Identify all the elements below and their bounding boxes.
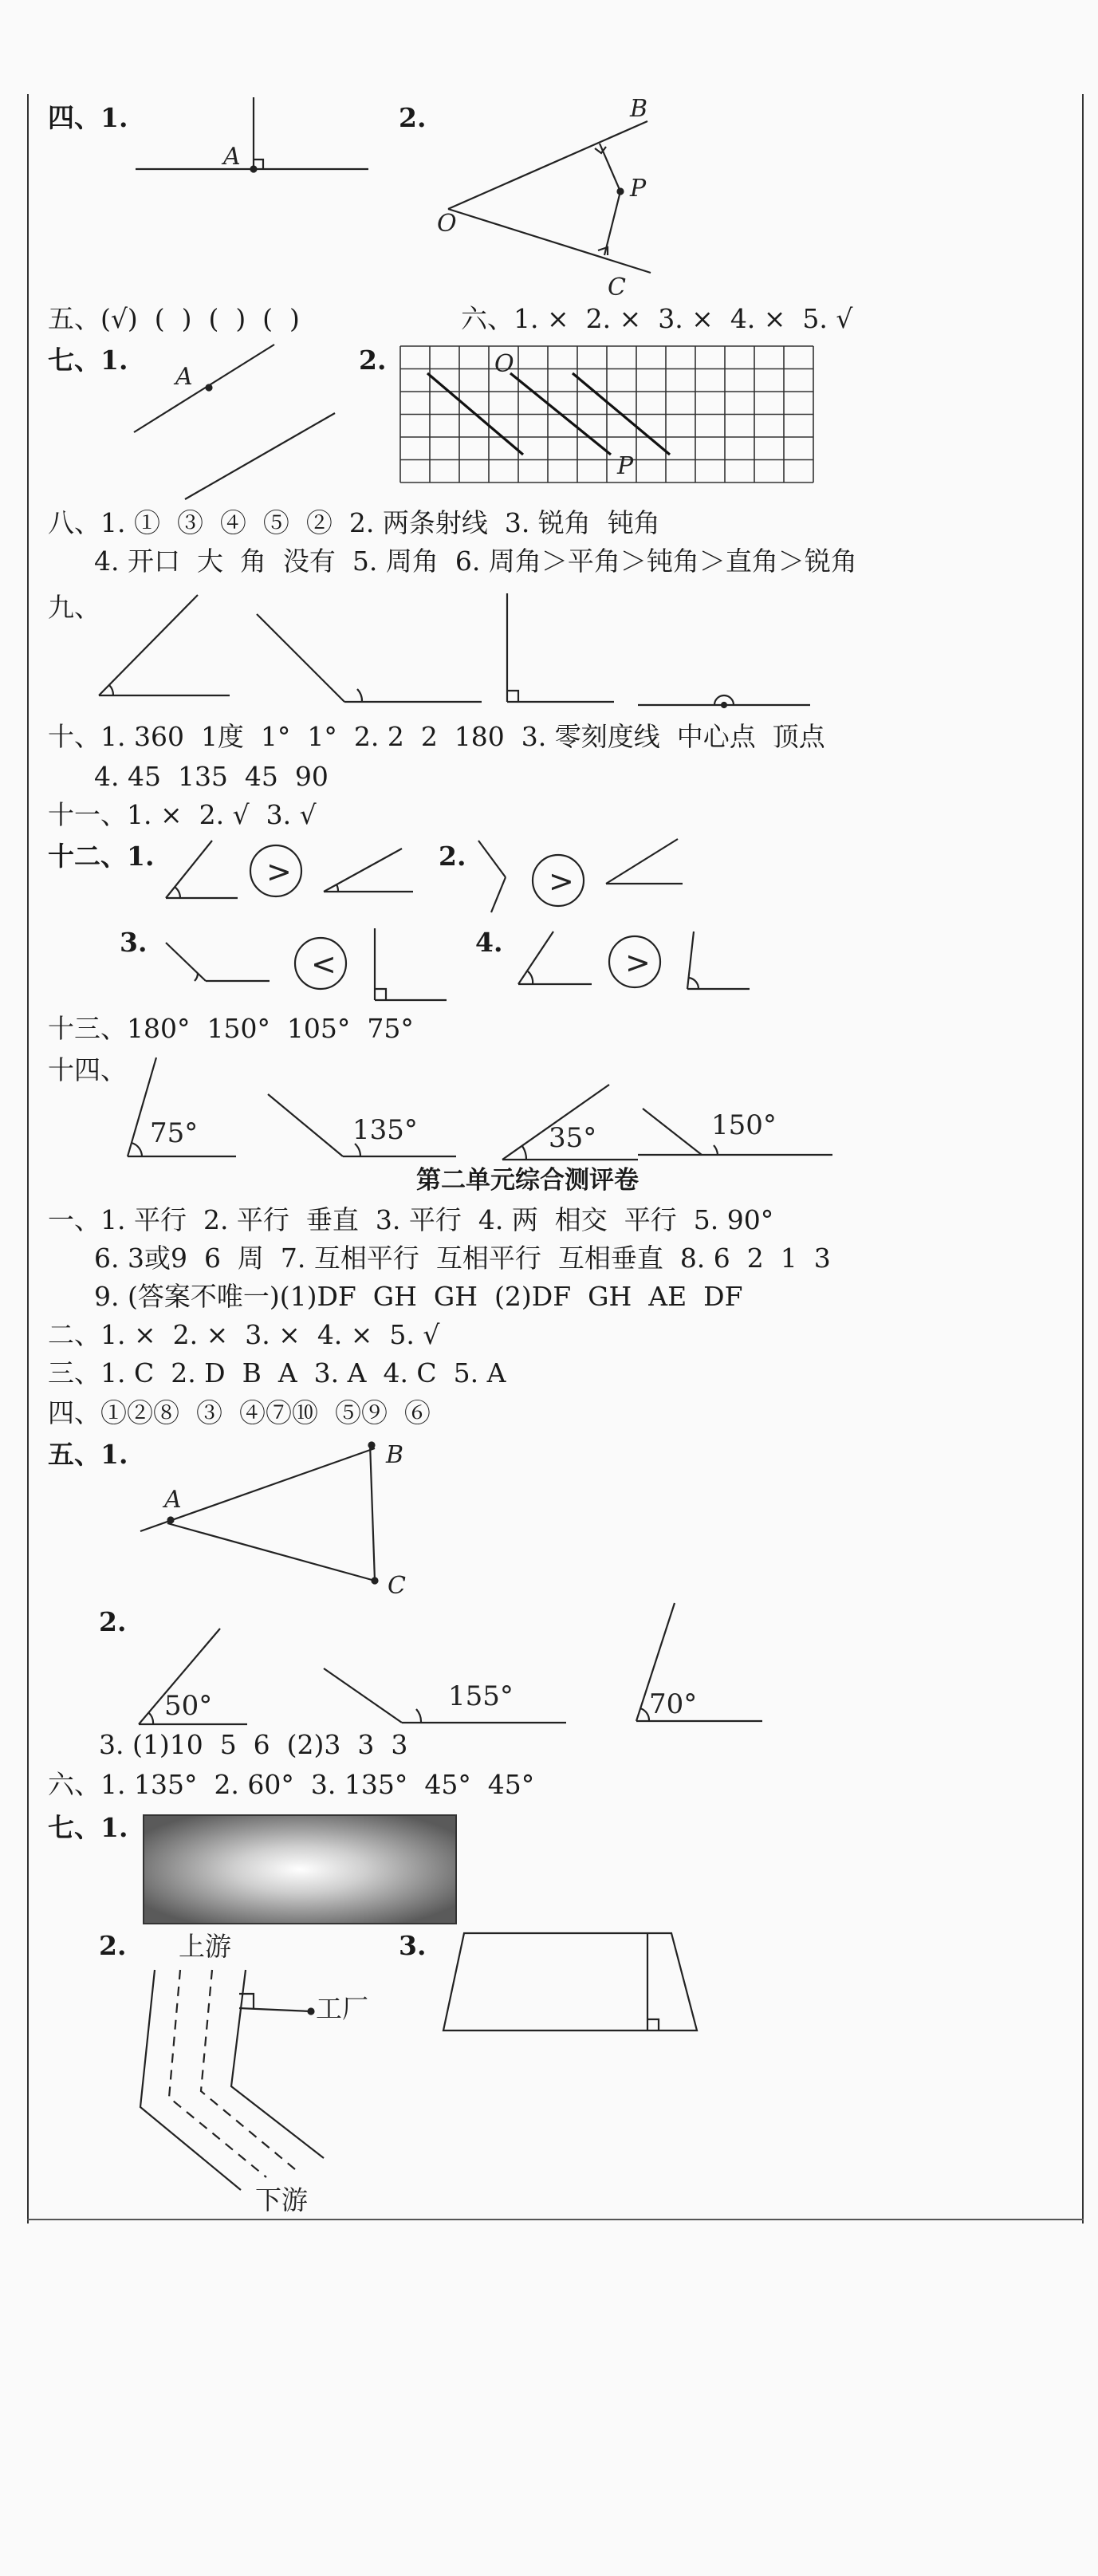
label-downstream: 下游 [255, 2184, 308, 2216]
section-12-item-4: 4. [475, 927, 503, 958]
fig-7-1-parallel-lines [134, 345, 335, 499]
section-14-label: 十四、 [48, 1054, 127, 1085]
section-7-label: 七、1. [48, 345, 128, 376]
unit-2-section-5-item-3: 3. (1)10 5 6 (2)3 3 3 [99, 1729, 408, 1760]
bottom-border [27, 2219, 1084, 2220]
label-A-2: A [175, 363, 193, 391]
section-9-label: 九、 [48, 592, 100, 623]
compare-2: > [549, 864, 574, 899]
unit-2-section-7-item-3: 3. [399, 1930, 427, 1961]
section-12-item-2: 2. [439, 841, 466, 872]
section-12-item-3: 3. [120, 927, 148, 958]
section-10-line-2: 4. 45 135 45 90 [94, 761, 329, 792]
unit-2-section-7-item-2: 2. [99, 1930, 127, 1961]
fig-u7-1-shaded-rect [144, 1815, 456, 1924]
fig-7-2-grid [400, 346, 813, 483]
unit-2-section-1-line-1: 一、1. 平行 2. 平行 垂直 3. 平行 4. 两 相交 平行 5. 90° [48, 1204, 774, 1235]
fig-14-angles [128, 1058, 832, 1160]
angle-75: 75° [150, 1117, 199, 1149]
fig-7-2-grid-lines [427, 373, 670, 455]
section-13: 十三、180° 150° 105° 75° [48, 1013, 414, 1044]
unit-2-section-1-line-2: 6. 3或9 6 周 7. 互相平行 互相平行 互相垂直 8. 6 2 1 3 [94, 1243, 831, 1274]
unit-2-title: 第二单元综合测评卷 [416, 1166, 639, 1195]
compare-1: > [266, 854, 292, 889]
label-P-2: P [617, 452, 634, 480]
angle-50: 50° [164, 1690, 213, 1722]
section-7-item-2: 2. [359, 345, 387, 376]
angle-155: 155° [448, 1680, 514, 1712]
unit-2-section-4: 四、①②⑧ ③ ④⑦⑩ ⑤⑨ ⑥ [48, 1397, 431, 1428]
section-12-label: 十二、1. [48, 841, 155, 872]
fig-u7-2-river [140, 1970, 324, 2190]
section-4-item-2: 2. [399, 102, 427, 133]
unit-2-section-5-label: 五、1. [48, 1439, 128, 1470]
label-factory: 工厂 [316, 1993, 368, 2024]
unit-2-section-3: 三、1. C 2. D B A 3. A 4. C 5. A [48, 1357, 506, 1388]
compare-3: < [311, 947, 336, 982]
unit-2-section-2: 二、1. × 2. × 3. × 4. × 5. √ [48, 1319, 440, 1350]
fig-4-1-perpendicular [136, 97, 368, 172]
compare-4: > [625, 945, 651, 980]
label-C-3: C [388, 1572, 406, 1600]
label-upstream: 上游 [179, 1931, 231, 1962]
label-O-2: O [494, 350, 514, 378]
section-8-line-1: 八、1. ① ③ ④ ⑤ ② 2. 两条射线 3. 锐角 钝角 [48, 507, 660, 538]
unit-2-section-7-label: 七、1. [48, 1812, 128, 1843]
angle-150: 150° [711, 1109, 777, 1141]
label-O-1: O [437, 210, 457, 238]
label-P-1: P [630, 175, 647, 203]
right-border [1082, 94, 1084, 2223]
angle-135: 135° [352, 1114, 418, 1146]
label-A-1: A [223, 143, 241, 171]
fig-u7-3-trapezoid [443, 1933, 697, 2030]
fig-u5-2-angles [139, 1603, 762, 1724]
fig-4-2-angle-bisector [448, 121, 651, 273]
unit-2-section-1-line-3: 9. (答案不唯一)(1)DF GH GH (2)DF GH AE DF [94, 1281, 743, 1312]
unit-2-section-5-item-2: 2. [99, 1606, 127, 1637]
label-B-1: B [630, 95, 648, 123]
section-11: 十一、1. × 2. √ 3. √ [48, 799, 317, 830]
fig-9-angles [99, 593, 810, 707]
section-8-line-2: 4. 开口 大 角 没有 5. 周角 6. 周角＞平角＞钝角＞直角＞锐角 [94, 546, 857, 577]
fig-u5-1-triangle [140, 1443, 378, 1584]
label-C-1: C [608, 274, 626, 301]
angle-70: 70° [649, 1688, 698, 1720]
label-B-3: B [386, 1441, 404, 1469]
unit-2-section-6: 六、1. 135° 2. 60° 3. 135° 45° 45° [48, 1769, 535, 1800]
section-6: 六、1. × 2. × 3. × 4. × 5. √ [461, 303, 853, 334]
section-4-label: 四、1. [48, 102, 128, 133]
left-border [27, 94, 29, 2223]
section-10-line-1: 十、1. 360 1度 1° 1° 2. 2 2 180 3. 零刻度线 中心点 顶点 [48, 721, 825, 752]
angle-35: 35° [549, 1122, 597, 1154]
label-A-3: A [164, 1486, 182, 1514]
section-5: 五、(√) ( ) ( ) ( ) [48, 303, 300, 334]
